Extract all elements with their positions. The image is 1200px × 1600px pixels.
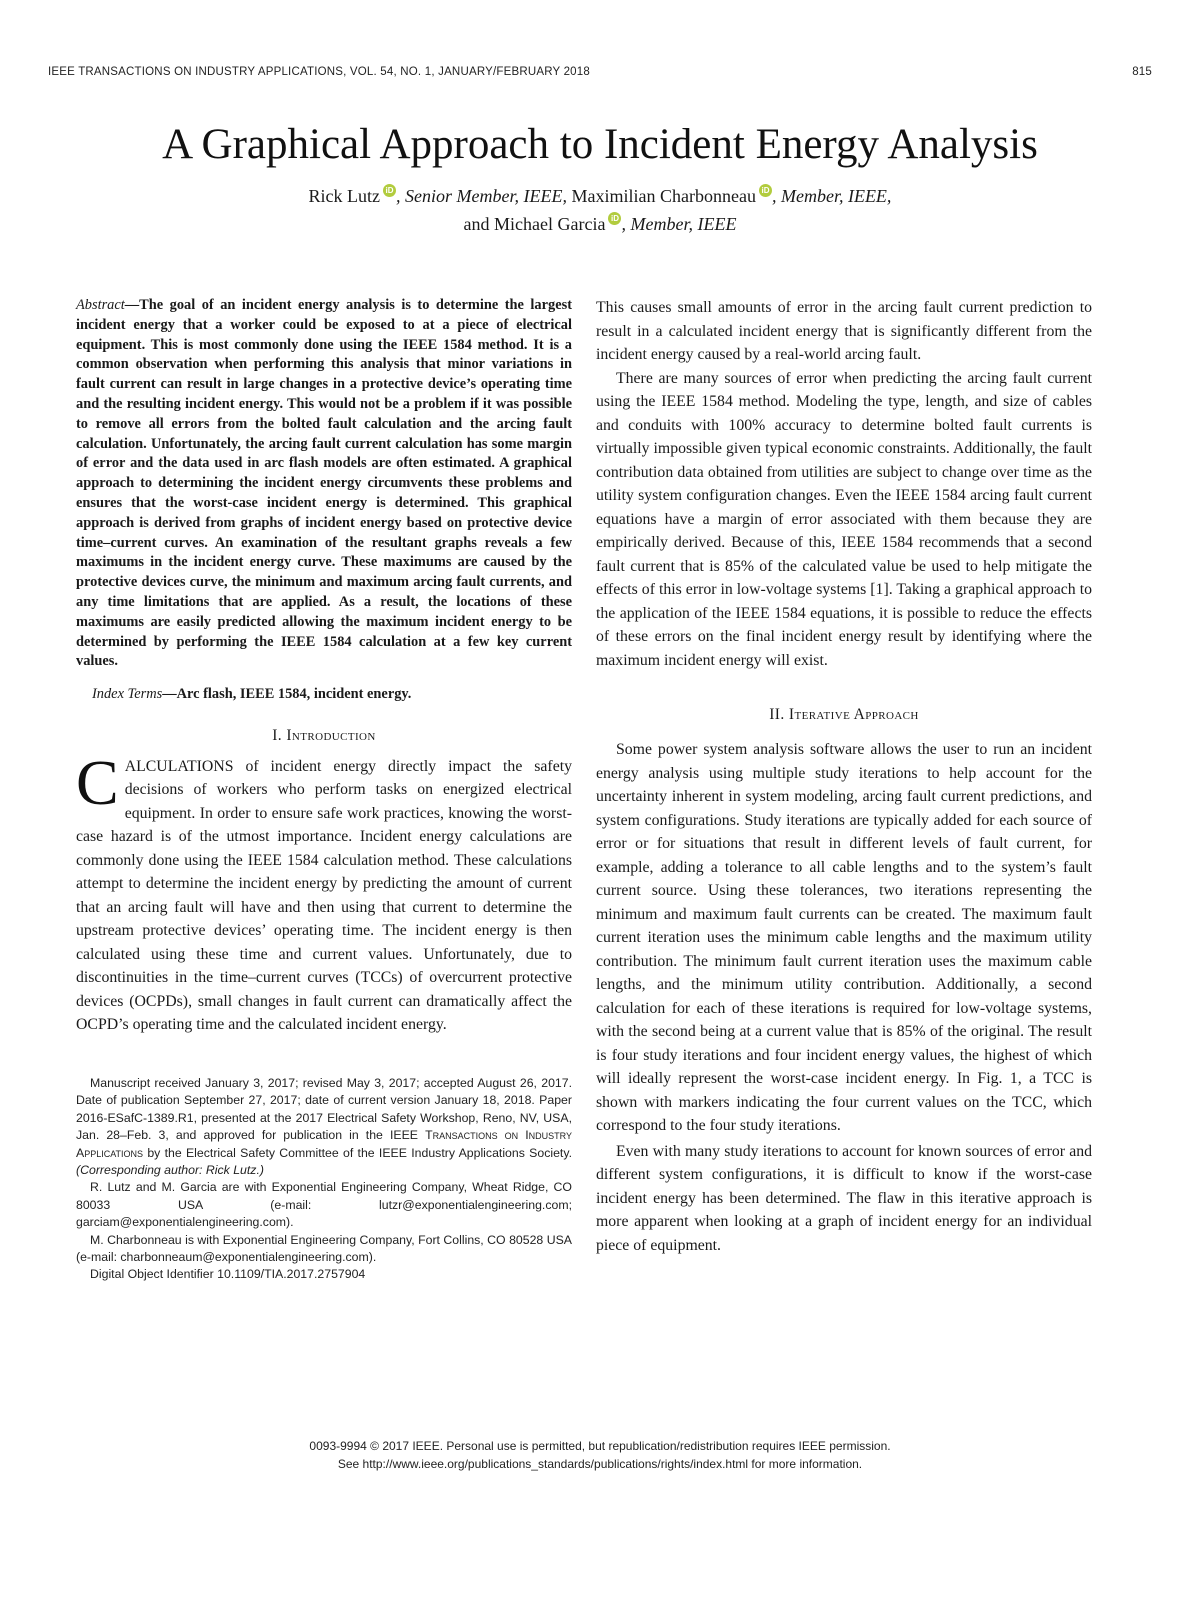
iterative-paragraph-2: Even with many study iterations to account for known sources of error and different system configurations, it is difficult to know if the worst-case incident energy has been determined. The flaw in this iterative approach is more apparent when looking at a graph of incident energy for an individual piece of equipment. <box>596 1142 1092 1254</box>
rights-link-line[interactable]: See http://www.ieee.org/publications_standards/publications/rights/index.html for more information. <box>337 1457 863 1471</box>
index-terms-text: Arc flash, IEEE 1584, incident energy. <box>176 686 412 703</box>
left-column <box>76 296 572 1284</box>
abstract <box>76 296 572 672</box>
author-name: and Michael Garcia <box>463 214 606 234</box>
running-head <box>48 66 1152 78</box>
introduction-paragraph <box>76 746 572 1037</box>
section-heading-iterative-approach: II. Iterative Approach <box>769 706 919 723</box>
abstract-dash: — <box>124 297 140 313</box>
corresponding-author: (Corresponding author: Rick Lutz.) <box>76 1162 264 1177</box>
footnotes <box>76 1075 572 1284</box>
footnote-manuscript <box>76 1075 572 1179</box>
first-word: ALCULATIONS <box>124 757 234 775</box>
author-block <box>0 182 1200 238</box>
copyright-line: 0093-9994 © 2017 IEEE. Personal use is permitted, but republication/redistribution requires IEEE permission. <box>309 1439 891 1453</box>
section-heading-introduction: I. Introduction <box>272 726 376 744</box>
footnote-journal: Transactions on Industry Applications <box>76 1128 572 1160</box>
right-column <box>596 296 1092 1257</box>
author-line-2 <box>0 210 1200 238</box>
footnote-text: Manuscript received January 3, 2017; revised May 3, 2017; accepted August 26, 2017. Date of publication September 27, 2017; date of current version January 18, 2018. Paper 2016-ESafC-1389.R1, presented at the 2017 Electrical Safety Workshop, Reno, NV, USA, Jan. 28–Feb. 3, and approved for publication in the IEEE <box>76 1075 572 1143</box>
index-terms-dash: — <box>162 686 177 703</box>
error-sources-paragraph: There are many sources of error when predicting the arcing fault current using the IEEE 1584 method. Modeling the type, length, and size of cables and conduits with 100% accuracy to determine bolted fault currents is virtually impossible given typical economic constraints. Additionally, the fault contribution data obtained from utilities are subject to change over time as the utility system configuration changes. Even the IEEE 1584 arcing fault current equations have a margin of error associated with them because they are empirically derived. Because of this, IEEE 1584 recommends that a second fault current that is 85% of the calculated value be used to help mitigate the effects of this error in low-voltage systems [1]. Taking a graphical approach to the application of the IEEE 1584 equations, it is possible to reduce the effects of these errors on the final incident energy result by identifying where the maximum incident energy will exist. <box>596 369 1092 669</box>
iterative-paragraph-1: Some power system analysis software allows the user to run an incident energy analysis using multiple study iterations to help account for the uncertainty inherent in system modeling, arcing fault current predictions, and system configurations. Study iterations are typically added for each source of error or for situations that result in different levels of fault current, for example, adding a tolerance to all cable lengths and to the system’s fault current source. Using these tolerances, two iterations representing the minimum and maximum fault currents can be created. The maximum fault current iteration uses the minimum cable lengths and the maximum utility contribution. The minimum fault current iteration uses the maximum cable lengths, and the minimum utility contribution. Additionally, a second calculation for each of these iterations is required for low-voltage systems, with the second being at a current value that is 85% of the original. The result is four study iterations and four incident energy values, the highest of which will ideally represent the worst-case incident energy. In Fig. 1, a TCC is shown with markers indicating the four current values on the TCC, which correspond to the four study iterations. <box>596 741 1092 1134</box>
orcid-icon[interactable]: iD <box>759 184 772 197</box>
continued-paragraph: This causes small amounts of error in the arcing fault current prediction to result in a calculated incident energy that is significantly different from the incident energy caused by a real-world arcing fault. <box>596 299 1092 363</box>
orcid-icon[interactable]: iD <box>383 184 396 197</box>
paper-title: A Graphical Approach to Incident Energy Analysis <box>162 121 1038 168</box>
author-affiliation: , Member, IEEE, <box>771 186 892 206</box>
page-number: 815 <box>1132 66 1152 78</box>
orcid-icon[interactable]: iD <box>608 212 621 225</box>
footnote-affiliation-1: R. Lutz and M. Garcia are with Exponential Engineering Company, Wheat Ridge, CO 80033 USA (e-mail: lutzr@exponentialengineering.com; garciam@exponentialengineering.com). <box>76 1180 572 1230</box>
author-name: Maximilian Charbonneau <box>567 186 756 206</box>
index-terms-label: Index Terms <box>92 686 163 703</box>
index-terms <box>76 685 572 705</box>
journal-line: IEEE TRANSACTIONS ON INDUSTRY APPLICATIONS, VOL. 54, NO. 1, JANUARY/FEBRUARY 2018 <box>48 66 590 78</box>
abstract-text: The goal of an incident energy analysis is to determine the largest incident energy that a worker could be exposed to at a piece of electrical equipment. This is most commonly done using the IEEE 1584 method. It is a common observation when performing this analysis that minor variations in fault current can result in large changes in a protective device’s operating time and the resulting incident energy. This would not be a problem if it was possible to remove all errors from the bolted fault calculation and the arcing fault calculation. Unfortunately, the arcing fault current calculation has some margin of error and the data used in arc flash models are often estimated. A graphical approach to determining the incident energy circumvents these problems and ensures that the worst-case incident energy is determined. This graphical approach is derived from graphs of incident energy based on protective device time–current curves. An examination of the resultant graphs reveals a few maximums in the incident energy curve. These maximums are caused by the protective devices curve, the minimum and maximum arcing fault currents, and any time limitations that are applied. As a result, the locations of these maximums are easily predicted allowing the maximum incident energy to be determined by performing the IEEE 1584 calculation at a few key current values. <box>76 297 572 670</box>
footnote-affiliation-2: M. Charbonneau is with Exponential Engineering Company, Fort Collins, CO 80528 USA (e-mail: charbonneaum@exponentialengineering.com). <box>76 1232 572 1264</box>
footnote-text: by the Electrical Safety Committee of the IEEE Industry Applications Society. <box>143 1145 572 1160</box>
author-affiliation: , Senior Member, IEEE, <box>396 186 567 206</box>
footnote-doi: Digital Object Identifier 10.1109/TIA.2017.2757904 <box>90 1267 366 1282</box>
copyright-notice <box>0 1437 1200 1473</box>
introduction-text: of incident energy directly impact the safety decisions of workers who perform tasks on energized electrical equipment. In order to ensure safe work practices, knowing the worst-case hazard is of the utmost importance. Incident energy calculations are commonly done using the IEEE 1584 calculation method. These calculations attempt to determine the incident energy by predicting the amount of current that an arcing fault will have and then using that current to determine the upstream protective devices’ operating time. The incident energy is then calculated using these time and current values. Unfortunately, due to discontinuities in the time–current curves (TCCs) of overcurrent protective devices (OCPDs), small changes in fault current can dramatically affect the OCPD’s operating time and the calculated incident energy. <box>76 757 572 1034</box>
drop-cap: C <box>76 746 119 818</box>
author-name: Rick Lutz <box>308 186 381 206</box>
author-affiliation: , Member, IEEE <box>621 214 737 234</box>
abstract-label: Abstract <box>76 297 125 313</box>
author-line-1 <box>0 182 1200 210</box>
